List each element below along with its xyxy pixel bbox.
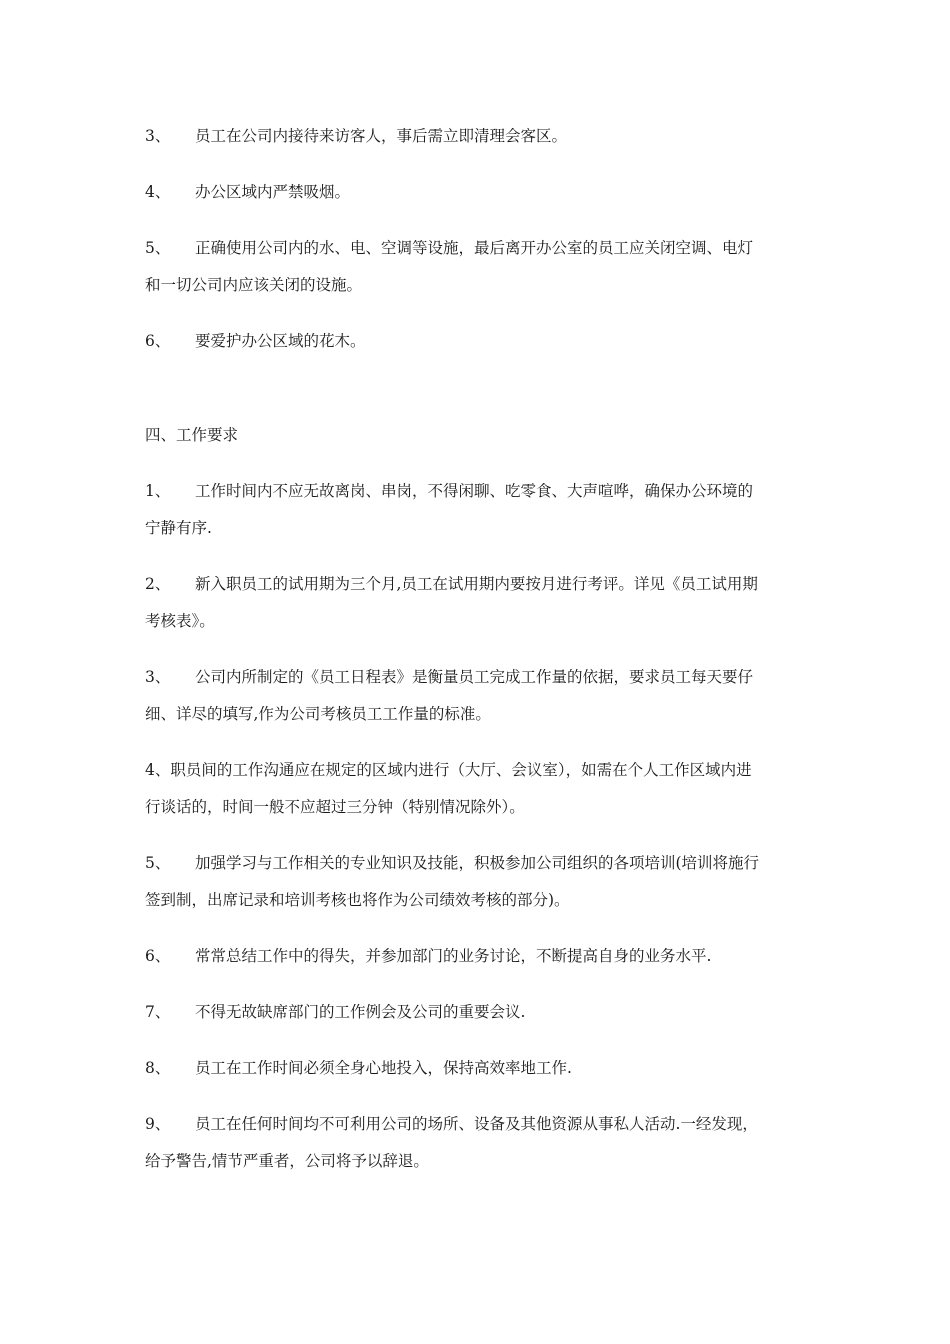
item-number: 1、 [145,482,171,500]
item-continuation: 行谈话的，时间一般不应超过三分钟（特别情况除外）。 [145,798,525,816]
item-continuation: 考核表》。 [145,612,215,630]
item-continuation: 细、详尽的填写,作为公司考核员工工作量的标准。 [145,705,491,723]
item-number: 9、 [145,1115,171,1133]
item-text: 常常总结工作中的得失，并参加部门的业务讨论，不断提高自身的业务水平. [195,947,712,965]
item-text: 公司内所制定的《员工日程表》是衡量员工完成工作量的依据，要求员工每天要仔 [195,668,754,686]
item-number: 6、 [145,332,171,350]
item-continuation: 签到制，出席记录和培训考核也将作为公司绩效考核的部分)。 [145,891,570,909]
item-number: 6、 [145,947,171,965]
item-number: 4、 [145,183,171,201]
item-text: 办公区域内严禁吸烟。 [195,183,351,201]
item-continuation: 宁静有序. [145,519,212,537]
item-text: 不得无故缺席部门的工作例会及公司的重要会议. [195,1003,526,1021]
item-text: 员工在工作时间必须全身心地投入，保持高效率地工作. [195,1059,572,1077]
item-number: 3、 [145,127,171,145]
item-continuation: 给予警告,情节严重者，公司将予以辞退。 [145,1152,429,1170]
list-item-full: 4、职员间的工作沟通应在规定的区域内进行（大厅、会议室），如需在个人工作区域内进 [145,761,752,779]
item-number: 5、 [145,239,171,257]
item-number: 5、 [145,854,171,872]
item-number: 2、 [145,575,171,593]
item-text: 员工在任何时间均不可利用公司的场所、设备及其他资源从事私人活动.一经发现， [195,1115,758,1133]
item-number: 8、 [145,1059,171,1077]
item-text: 正确使用公司内的水、电、空调等设施，最后离开办公室的员工应关闭空调、电灯 [195,239,754,257]
item-continuation: 和一切公司内应该关闭的设施。 [145,276,363,294]
item-text: 要爱护办公区域的花木。 [195,332,366,350]
section-heading: 四、工作要求 [145,426,239,444]
item-text: 加强学习与工作相关的专业知识及技能，积极参加公司组织的各项培训(培训将施行 [195,854,760,872]
item-text: 员工在公司内接待来访客人，事后需立即清理会客区。 [195,127,568,145]
item-number: 7、 [145,1003,171,1021]
item-text: 新入职员工的试用期为三个月,员工在试用期内要按月进行考评。详见《员工试用期 [195,575,758,593]
item-number: 3、 [145,668,171,686]
item-text: 工作时间内不应无故离岗、串岗，不得闲聊、吃零食、大声喧哗，确保办公环境的 [195,482,754,500]
